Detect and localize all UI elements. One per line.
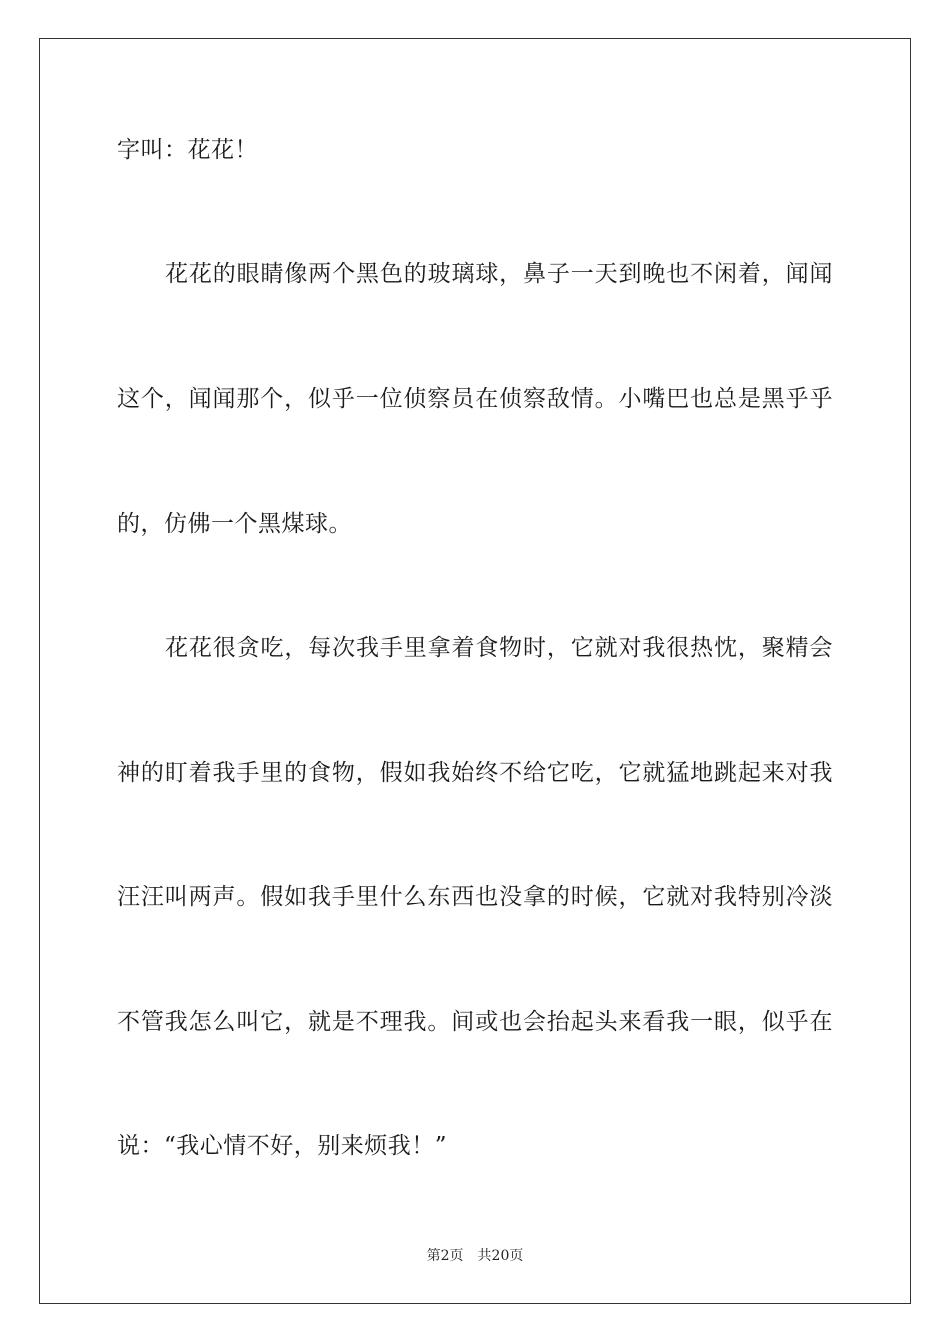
text-line-7: 汪汪叫两声。假如我手里什么东西也没拿的时候，它就对我特别冷淡 [117, 884, 833, 910]
text-line-8: 不管我怎么叫它，就是不理我。间或也会抬起头来看我一眼，似乎在 [117, 1009, 833, 1035]
page-footer [0, 1247, 950, 1265]
text-line-5: 花花很贪吃，每次我手里拿着食物时，它就对我很热忱，聚精会 [165, 635, 833, 661]
text-line-9: 说：“我心情不好，别来烦我！” [117, 1133, 448, 1159]
text-line-2: 花花的眼睛像两个黑色的玻璃球，鼻子一天到晚也不闲着，闻闻 [165, 261, 833, 287]
text-line-1: 字叫：花花！ [117, 137, 258, 163]
page-border [39, 38, 911, 1304]
text-line-3: 这个，闻闻那个，似乎一位侦察员在侦察敌情。小嘴巴也总是黑乎乎 [117, 386, 833, 412]
text-line-6: 神的盯着我手里的食物，假如我始终不给它吃，它就猛地跳起来对我 [117, 760, 833, 786]
page-total: 共20页 [477, 1248, 524, 1264]
text-line-4: 的，仿佛一个黑煤球。 [117, 511, 352, 537]
page-number: 第2页 [426, 1248, 464, 1264]
